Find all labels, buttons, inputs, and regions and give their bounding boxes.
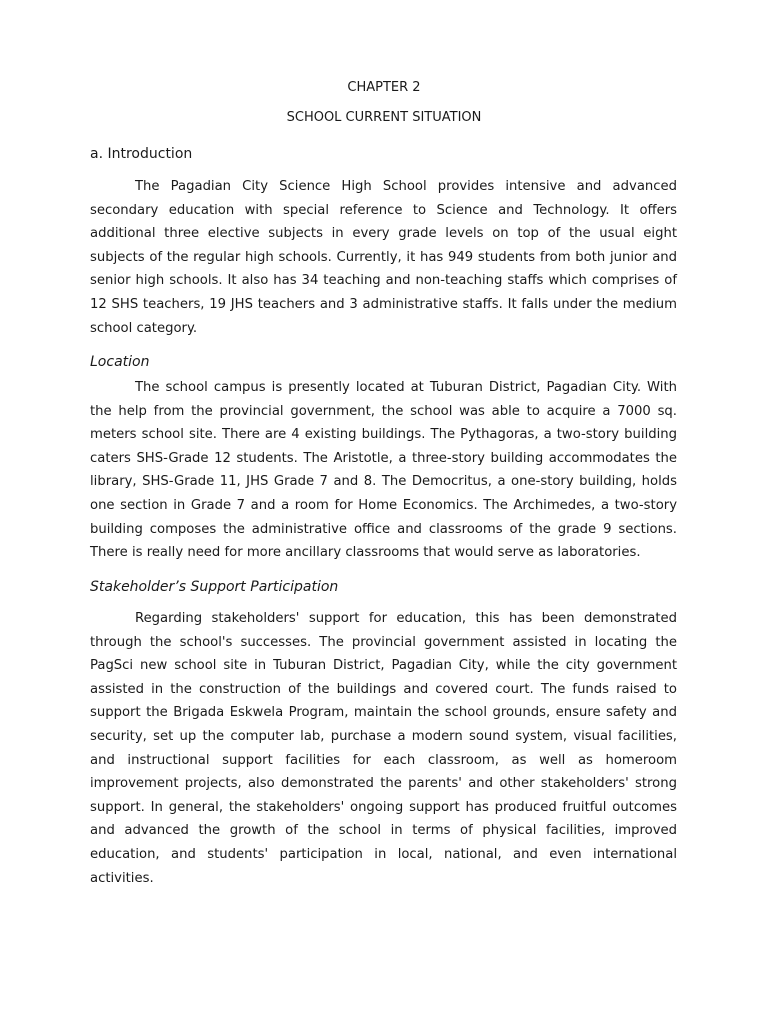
location-paragraph: The school campus is presently located at Tuburan District, Pagadian City. With the help from the provincial government, the school was able to acquire a 7000 sq. meters school site. There are 4 existing buildings. The Pythagoras, a two-story building caters SHS-Grade 12 students. The Aristotle, a three-story building accommodates the library, SHS-Grade 11, JHS Grade 7 and 8. The Democritus, a one-story building, holds one section in Grade 7 and a room for Home Economics. The Archimedes, a two-story building composes the administrative office and classrooms of the grade 9 sections. There is really need for more ancillary classrooms that would serve as laboratories. (90, 380, 677, 561)
introduction-heading: a. Introduction (90, 146, 193, 162)
stakeholder-support-heading: Stakeholder’s Support Participation (90, 579, 339, 595)
introduction-paragraph: The Pagadian City Science High School provides intensive and advanced secondary education with special reference to Science and Technology. It offers additional three elective subjects in every grade levels on top of the usual eight subjects of the regular high schools. Currently, it has 949 students from both junior and senior high schools. It also has 34 teaching and non-teaching staffs which comprises of 12 SHS teachers, 19 JHS teachers and 3 administrative staffs. It falls under the medium school category. (90, 179, 677, 336)
location-heading: Location (90, 354, 150, 370)
chapter-title: SCHOOL CURRENT SITUATION (286, 110, 482, 125)
stakeholder-support-paragraph: Regarding stakeholders' support for education, this has been demonstrated through the school's successes. The provincial government assisted in locating the PagSci new school site in Tuburan District, Pagadian City, while the city government assisted in the construction of the buildings and covered court. The funds raised to support the Brigada Eskwela Program, maintain the school grounds, ensure safety and security, set up the computer lab, purchase a modern sound system, visual facilities, and instructional support facilities for each classroom, as well as homeroom improvement projects, also demonstrated the parents' and other stakeholders' strong support. In general, the stakeholders' ongoing support has produced fruitful outcomes and advanced the growth of the school in terms of physical facilities, improved education, and students' participation in local, national, and even international activities. (90, 611, 677, 886)
chapter-number: CHAPTER 2 (347, 80, 421, 95)
